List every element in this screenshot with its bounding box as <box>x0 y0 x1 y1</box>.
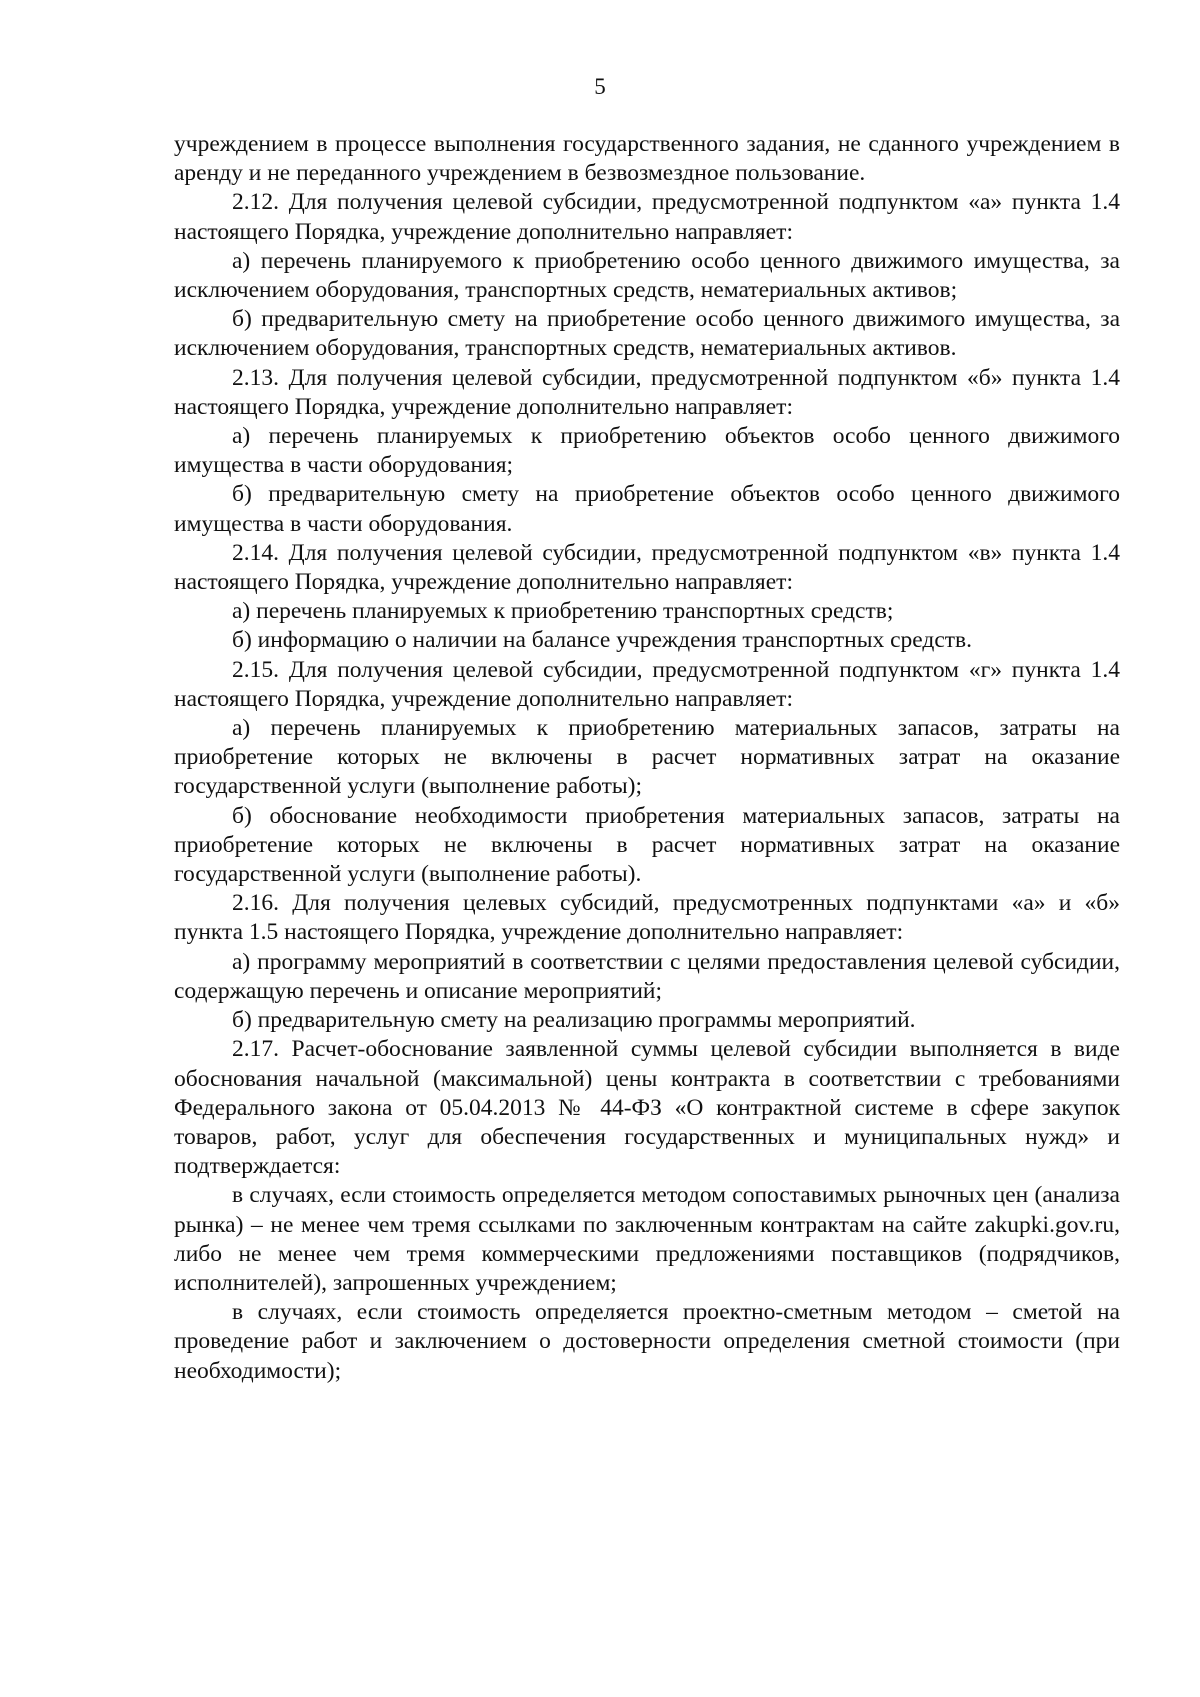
paragraph-continuation: учреждением в процессе выполнения государственного задания, не сданного учреждением в аренду и не переданного учреждением в безвозмездное пользование. <box>174 131 1120 187</box>
paragraph-2-16: 2.16. Для получения целевых субсидий, предусмотренных подпунктами «а» и «б» пункта 1.5 настоящего Порядка, учреждение дополнительно направляет: <box>174 890 1120 946</box>
paragraph-2-16-b: б) предварительную смету на реализацию программы мероприятий. <box>232 1007 916 1034</box>
paragraph-2-17-design-method: в случаях, если стоимость определяется проектно-сметным методом – сметой на проведение работ и заключением о достоверности определения сметной стоимости (при необходимости); <box>174 1299 1120 1384</box>
paragraph-2-14: 2.14. Для получения целевой субсидии, предусмотренной подпунктом «в» пункта 1.4 настоящего Порядка, учреждение дополнительно направляет: <box>174 539 1120 596</box>
page-number: 5 <box>594 74 606 99</box>
paragraph-2-13-a: а) перечень планируемых к приобретению объектов особо ценного движимого имущества в части оборудования; <box>174 423 1120 479</box>
paragraph-2-15-a: а) перечень планируемых к приобретению материальных запасов, затраты на приобретение которых не включены в расчет нормативных затрат на оказание государственной услуги (выполнение работы); <box>174 715 1120 800</box>
paragraph-2-15: 2.15. Для получения целевой субсидии, предусмотренной подпунктом «г» пункта 1.4 настоящего Порядка, учреждение дополнительно направляет: <box>174 656 1120 712</box>
paragraph-2-15-b: б) обоснование необходимости приобретения материальных запасов, затраты на приобретение которых не включены в расчет нормативных затрат на оказание государственной услуги (выполнение работы). <box>174 802 1120 888</box>
paragraph-2-13: 2.13. Для получения целевой субсидии, предусмотренной подпунктом «б» пункта 1.4 настоящего Порядка, учреждение дополнительно направляет: <box>174 364 1120 420</box>
paragraph-2-17: 2.17. Расчет-обоснование заявленной суммы целевой субсидии выполняется в виде обоснования начальной (максимальной) цены контракта в соответствии с требованиями Федерального закона от 05.04.2013 № 44-ФЗ «О контрактной системе в сфере закупок товаров, работ, услуг для обеспечения государственных и муниципальных нужд» и подтверждается: <box>174 1036 1120 1180</box>
document-body <box>174 130 1120 1386</box>
paragraph-2-14-a: а) перечень планируемых к приобретению транспортных средств; <box>232 598 894 625</box>
paragraph-2-14-b: б) информацию о наличии на балансе учреждения транспортных средств. <box>232 627 973 654</box>
paragraph-2-12-a: а) перечень планируемого к приобретению особо ценного движимого имущества, за исключением оборудования, транспортных средств, нематериальных активов; <box>174 247 1120 304</box>
paragraph-2-13-b: б) предварительную смету на приобретение объектов особо ценного движимого имущества в части оборудования. <box>174 481 1120 537</box>
paragraph-2-17-market-method: в случаях, если стоимость определяется методом сопоставимых рыночных цен (анализа рынка) – не менее чем тремя ссылками по заключенным контрактам на сайте zakupki.gov.ru, либо не менее чем тремя коммерческими предложениями поставщиков (подрядчиков, исполнителей), запрошенных учреждением; <box>174 1182 1120 1296</box>
paragraph-2-12: 2.12. Для получения целевой субсидии, предусмотренной подпунктом «а» пункта 1.4 настоящего Порядка, учреждение дополнительно направляет: <box>174 189 1120 245</box>
paragraph-2-12-b: б) предварительную смету на приобретение особо ценного движимого имущества, за исключением оборудования, транспортных средств, нематериальных активов. <box>174 306 1120 362</box>
paragraph-2-16-a: а) программу мероприятий в соответствии с целями предоставления целевой субсидии, содержащую перечень и описание мероприятий; <box>174 948 1120 1004</box>
